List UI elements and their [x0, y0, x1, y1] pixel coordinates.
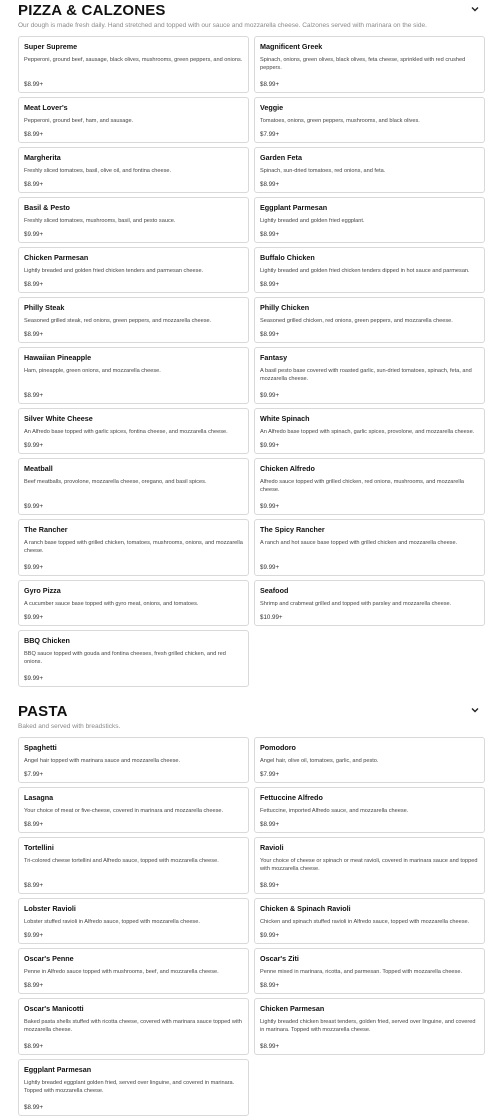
item-price: $8.99+	[260, 281, 280, 288]
item-description: Angel hair, olive oil, tomatoes, garlic, and pesto.	[260, 758, 379, 764]
menu-item[interactable]	[18, 297, 249, 343]
item-description: Lightly breaded and golden fried eggplant.	[260, 218, 365, 224]
item-price: $9.99+	[24, 503, 44, 510]
item-price: $7.99+	[24, 771, 44, 778]
item-price: $9.99+	[260, 442, 280, 449]
item-description: Freshly sliced tomatoes, basil, olive oil, and fontina cheese.	[24, 168, 172, 174]
item-name: BBQ Chicken	[24, 636, 70, 645]
item-name: Margherita	[24, 153, 61, 162]
menu-item[interactable]	[254, 147, 485, 193]
item-description: An Alfredo base topped with garlic spices, fontina cheese, and mozzarella cheese.	[24, 429, 228, 435]
item-price: $9.99+	[260, 503, 280, 510]
menu-item[interactable]	[254, 36, 485, 93]
menu-item[interactable]	[254, 97, 485, 143]
item-name: Veggie	[260, 103, 284, 112]
menu-item[interactable]	[18, 898, 249, 944]
pasta-section-header	[18, 701, 482, 730]
item-price: $9.99+	[24, 675, 44, 682]
item-name: Oscar's Penne	[24, 954, 74, 963]
menu-item[interactable]	[254, 197, 485, 243]
item-description: Spinach, onions, green olives, black olives, feta cheese, sprinkled with red crushed peppers.	[260, 57, 466, 71]
menu-item[interactable]	[254, 998, 485, 1055]
menu-item[interactable]	[18, 347, 249, 404]
item-description: Seasoned grilled chicken, red onions, green peppers, and mozzarella cheese.	[260, 318, 453, 324]
menu-item[interactable]	[18, 97, 249, 143]
item-description: Beef meatballs, provolone, mozzarella cheese, oregano, and basil spices.	[24, 479, 207, 485]
menu-item[interactable]	[18, 197, 249, 243]
item-price: $8.99+	[260, 231, 280, 238]
item-name: Magnificent Greek	[260, 42, 323, 51]
item-price: $7.99+	[260, 771, 280, 778]
item-description: Penne in Alfredo sauce topped with mushrooms, beef, and mozzarella cheese.	[24, 969, 219, 975]
item-description: Pepperoni, ground beef, sausage, black olives, mushrooms, green peppers, and onions.	[24, 57, 243, 63]
item-description: A cucumber sauce base topped with gyro meat, onions, and tomatoes.	[24, 601, 199, 607]
item-name: Oscar's Ziti	[260, 954, 299, 963]
item-price: $8.99+	[24, 281, 44, 288]
section-title: PASTA	[18, 703, 68, 720]
item-description: Baked pasta shells stuffed with ricotta cheese, covered with marinara sauce topped with mozzarella cheese.	[24, 1019, 242, 1033]
item-description: A ranch base topped with grilled chicken, tomatoes, mushrooms, onions, and mozzarella cheese.	[24, 540, 243, 554]
item-name: Fantasy	[260, 353, 288, 362]
item-name: Eggplant Parmesan	[24, 1065, 92, 1074]
item-price: $8.99+	[24, 81, 44, 88]
item-description: Lobster stuffed ravioli in Alfredo sauce, topped with mozzarella cheese.	[24, 919, 200, 925]
item-name: Chicken Parmesan	[24, 253, 89, 262]
item-description: Angel hair topped with marinara sauce and mozzarella cheese.	[24, 758, 181, 764]
item-description: Fettuccine, imported Alfredo sauce, and mozzarella cheese.	[260, 808, 409, 814]
item-price: $8.99+	[24, 1104, 44, 1111]
menu-item[interactable]	[254, 408, 485, 454]
menu-item[interactable]	[254, 948, 485, 994]
item-name: Hawaiian Pineapple	[24, 353, 92, 362]
item-price: $8.99+	[24, 821, 44, 828]
item-name: Lobster Ravioli	[24, 904, 76, 913]
item-description: Alfredo sauce topped with grilled chicken, red onions, mushrooms, and mozzarella cheese.	[260, 479, 464, 493]
item-price: $9.99+	[24, 231, 44, 238]
item-price: $9.99+	[24, 614, 44, 621]
pasta-menu-grid	[18, 737, 482, 1120]
menu-item[interactable]	[18, 948, 249, 994]
menu-item[interactable]	[254, 580, 485, 626]
menu-item[interactable]	[254, 737, 485, 783]
item-name: Tortellini	[24, 843, 54, 852]
item-description: Your choice of cheese or spinach or meat ravioli, covered in marinara sauce and topped with mozzarella cheese.	[260, 858, 478, 872]
section-spacer	[0, 691, 500, 701]
item-description: Seasoned grilled steak, red onions, green peppers, and mozzarella cheese.	[24, 318, 212, 324]
item-name: Meatball	[24, 464, 53, 473]
item-price: $8.99+	[260, 81, 280, 88]
pizza-menu-grid	[18, 36, 482, 691]
item-price: $8.99+	[24, 982, 44, 989]
section-subtitle: Baked and served with breadsticks.	[18, 723, 121, 730]
menu-item[interactable]	[254, 837, 485, 894]
menu-item[interactable]	[254, 787, 485, 833]
menu-item[interactable]	[18, 247, 249, 293]
item-description: Lightly breaded chicken breast tenders, golden fried, served over linguine, and covered in marinara. Topped with mozzarella cheese.	[260, 1019, 476, 1033]
item-name: Meat Lover's	[24, 103, 68, 112]
item-price: $8.99+	[260, 982, 280, 989]
item-name: Chicken Parmesan	[260, 1004, 325, 1013]
item-description: An Alfredo base topped with spinach, garlic spices, provolone, and mozzarella cheese.	[260, 429, 475, 435]
item-description: Spinach, sun-dried tomatoes, red onions, and feta.	[260, 168, 386, 174]
menu-item[interactable]	[254, 347, 485, 404]
item-description: A ranch and hot sauce base topped with grilled chicken and mozzarella cheese.	[260, 540, 458, 546]
menu-item[interactable]	[254, 898, 485, 944]
item-price: $9.99+	[260, 932, 280, 939]
menu-item[interactable]	[18, 737, 249, 783]
menu-item[interactable]	[254, 247, 485, 293]
item-name: Gyro Pizza	[24, 586, 61, 595]
item-name: Pomodoro	[260, 743, 296, 752]
item-name: Garden Feta	[260, 153, 302, 162]
chevron-down-icon[interactable]	[470, 4, 480, 14]
item-price: $7.99+	[260, 131, 280, 138]
item-price: $8.99+	[260, 181, 280, 188]
chevron-down-icon[interactable]	[470, 705, 480, 715]
item-name: Chicken & Spinach Ravioli	[260, 904, 351, 913]
item-price: $8.99+	[260, 821, 280, 828]
pasta-section	[0, 701, 500, 1120]
menu-item[interactable]	[18, 837, 249, 894]
item-price: $8.99+	[24, 331, 44, 338]
item-name: The Rancher	[24, 525, 68, 534]
menu-item[interactable]	[254, 297, 485, 343]
item-price: $9.99+	[260, 392, 280, 399]
menu-item[interactable]	[18, 147, 249, 193]
item-price: $9.99+	[260, 564, 280, 571]
item-name: Silver White Cheese	[24, 414, 93, 423]
item-name: White Spinach	[260, 414, 310, 423]
item-description: Shrimp and crabmeat grilled and topped with parsley and mozzarella cheese.	[260, 601, 452, 607]
menu-item[interactable]	[18, 408, 249, 454]
item-price: $8.99+	[260, 882, 280, 889]
item-price: $8.99+	[24, 882, 44, 889]
item-price: $9.99+	[24, 564, 44, 571]
item-price: $9.99+	[24, 442, 44, 449]
menu-item[interactable]	[18, 36, 249, 93]
section-subtitle: Our dough is made fresh daily. Hand stretched and topped with our sauce and mozzarella cheese. Calzones served with marinara on the side.	[18, 22, 427, 29]
item-price: $8.99+	[260, 1043, 280, 1050]
item-price: $9.99+	[24, 932, 44, 939]
item-description: Chicken and spinach stuffed ravioli in Alfredo sauce, topped with mozzarella cheese.	[260, 919, 470, 925]
item-price: $8.99+	[24, 181, 44, 188]
item-name: Oscar's Manicotti	[24, 1004, 84, 1013]
menu-item[interactable]	[254, 519, 485, 576]
item-description: Lightly breaded and golden fried chicken tenders dipped in hot sauce and parmesan.	[260, 268, 470, 274]
item-name: Super Supreme	[24, 42, 78, 51]
item-price: $10.99+	[260, 614, 283, 621]
item-price: $8.99+	[24, 131, 44, 138]
item-name: Spaghetti	[24, 743, 57, 752]
item-description: Your choice of meat or five-cheese, covered in marinara and mozzarella cheese.	[24, 808, 224, 814]
item-description: Lightly breaded eggplant golden fried, served over linguine, and covered in marinara. Topped with mozzarella cheese.	[24, 1080, 235, 1094]
item-description: Lightly breaded and golden fried chicken tenders and parmesan cheese.	[24, 268, 204, 274]
item-name: Philly Chicken	[260, 303, 310, 312]
item-name: Eggplant Parmesan	[260, 203, 328, 212]
menu-item[interactable]	[18, 458, 249, 515]
item-name: The Spicy Rancher	[260, 525, 325, 534]
item-description: Pepperoni, ground beef, ham, and sausage.	[24, 118, 134, 124]
item-description: Tri-colored cheese tortellini and Alfredo sauce, topped with mozzarella cheese.	[24, 858, 219, 864]
item-description: Penne mixed in marinara, ricotta, and parmesan. Topped with mozzarella cheese.	[260, 969, 462, 975]
item-name: Chicken Alfredo	[260, 464, 315, 473]
item-name: Buffalo Chicken	[260, 253, 315, 262]
item-name: Basil & Pesto	[24, 203, 70, 212]
item-description: A basil pesto base covered with roasted garlic, sun-dried tomatoes, spinach, feta, and mozzarella cheese.	[260, 368, 472, 382]
item-description: Freshly sliced tomatoes, mushrooms, basil, and pesto sauce.	[24, 218, 176, 224]
item-price: $8.99+	[260, 331, 280, 338]
pizza-section-header	[18, 0, 482, 29]
menu-item[interactable]	[18, 519, 249, 576]
menu-item[interactable]	[18, 1059, 249, 1116]
item-name: Lasagna	[24, 793, 54, 802]
section-title: PIZZA & CALZONES	[18, 2, 166, 19]
menu-item[interactable]	[18, 998, 249, 1055]
item-price: $8.99+	[24, 1043, 44, 1050]
item-price: $8.99+	[24, 392, 44, 399]
item-description: Ham, pineapple, green onions, and mozzarella cheese.	[24, 368, 161, 374]
item-name: Seafood	[260, 586, 289, 595]
menu-item[interactable]	[18, 630, 249, 687]
menu-item[interactable]	[18, 580, 249, 626]
item-name: Ravioli	[260, 843, 284, 852]
item-description: Tomatoes, onions, green peppers, mushrooms, and black olives.	[260, 118, 420, 124]
menu-item[interactable]	[254, 458, 485, 515]
item-name: Fettuccine Alfredo	[260, 793, 323, 802]
item-name: Philly Steak	[24, 303, 65, 312]
menu-item[interactable]	[18, 787, 249, 833]
item-description: BBQ sauce topped with gouda and fontina cheeses, fresh grilled chicken, and red onions.	[24, 651, 226, 665]
